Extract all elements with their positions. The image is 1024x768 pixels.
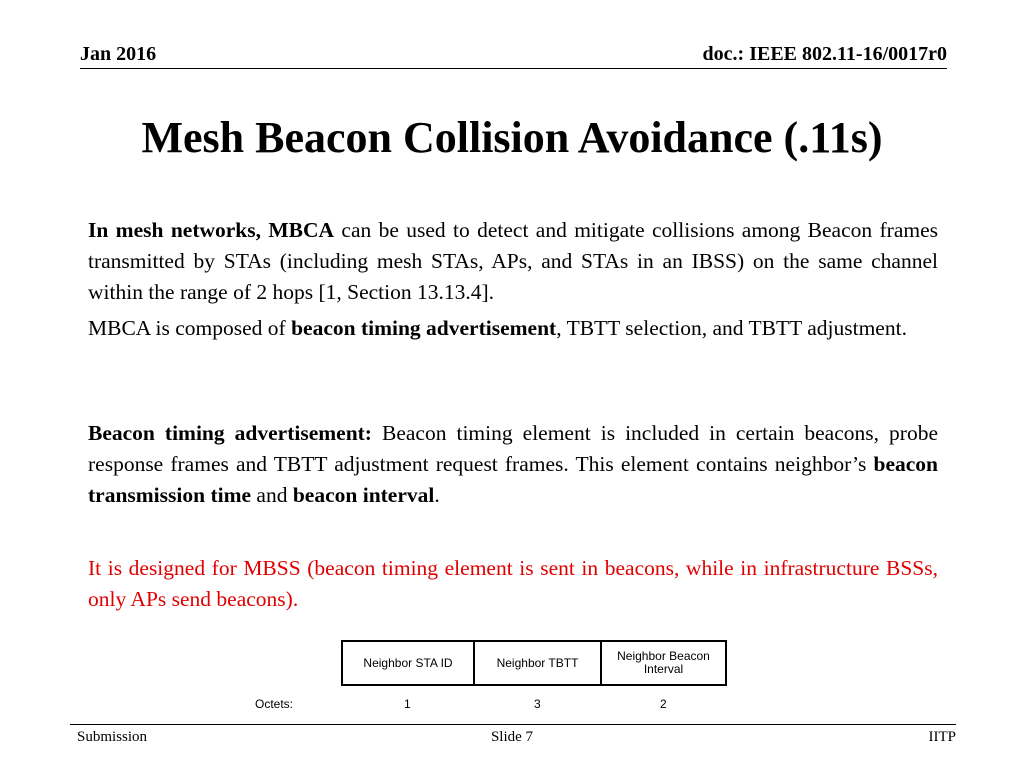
octets-value-interval: 2 [660, 697, 667, 711]
header-date: Jan 2016 [80, 43, 157, 65]
footer-slide-number: Slide 7 [490, 729, 534, 745]
header-divider [80, 68, 947, 69]
footer-divider [70, 724, 956, 725]
field-neighbor-sta-id: Neighbor STA ID [343, 642, 475, 684]
paragraph-mbca-components [88, 313, 938, 344]
beacon-timing-text-c: . [434, 483, 440, 507]
beacon-interval: beacon interval [292, 483, 435, 507]
mbca-intro-text: can be used to detect and mitigate collisions among Beacon frames transmitted by STAs (including mesh STAs, APs, and STAs in an IBSS) on the same channel within the range of 2 hops [1, Section 13.13.4]. [88, 218, 938, 304]
beacon-timing-lead: Beacon timing advertisement: [88, 421, 372, 445]
octets-value-tbtt: 3 [534, 697, 541, 711]
field-neighbor-tbtt: Neighbor TBTT [475, 642, 602, 684]
header-doc-id: doc.: IEEE 802.11-16/0017r0 [702, 43, 947, 65]
octets-value-sta-id: 1 [404, 697, 411, 711]
paragraph-mbss-note [88, 553, 938, 615]
footer-submission: Submission [77, 729, 148, 745]
beacon-timing-text-a: Beacon timing element is included in certain beacons, probe response frames and TBTT adjustment request frames. This element contains neighbor’s [88, 421, 938, 476]
paragraph-beacon-timing [88, 418, 938, 511]
footer-org: IITP [928, 729, 956, 745]
components-text-a: MBCA is composed of [88, 316, 292, 340]
beacon-timing-text-b: and [251, 483, 293, 507]
slide-title: Mesh Beacon Collision Avoidance (.11s) [141, 113, 883, 162]
beacon-timing-frame-format [341, 640, 727, 686]
mbca-lead: In mesh networks, MBCA [88, 218, 335, 242]
beacon-transmission-time: beacon transmission time [88, 452, 938, 507]
octets-label: Octets: [255, 697, 294, 711]
components-text-b: , TBTT selection, and TBTT adjustment. [556, 316, 907, 340]
field-neighbor-beacon-interval: Neighbor Beacon Interval [617, 649, 710, 676]
paragraph-mbca-intro [88, 215, 938, 308]
mbss-note-text: It is designed for MBSS (beacon timing element is sent in beacons, while in infrastructure BSSs, only APs send beacons). [88, 556, 938, 611]
components-bold: beacon timing advertisement [291, 316, 557, 340]
